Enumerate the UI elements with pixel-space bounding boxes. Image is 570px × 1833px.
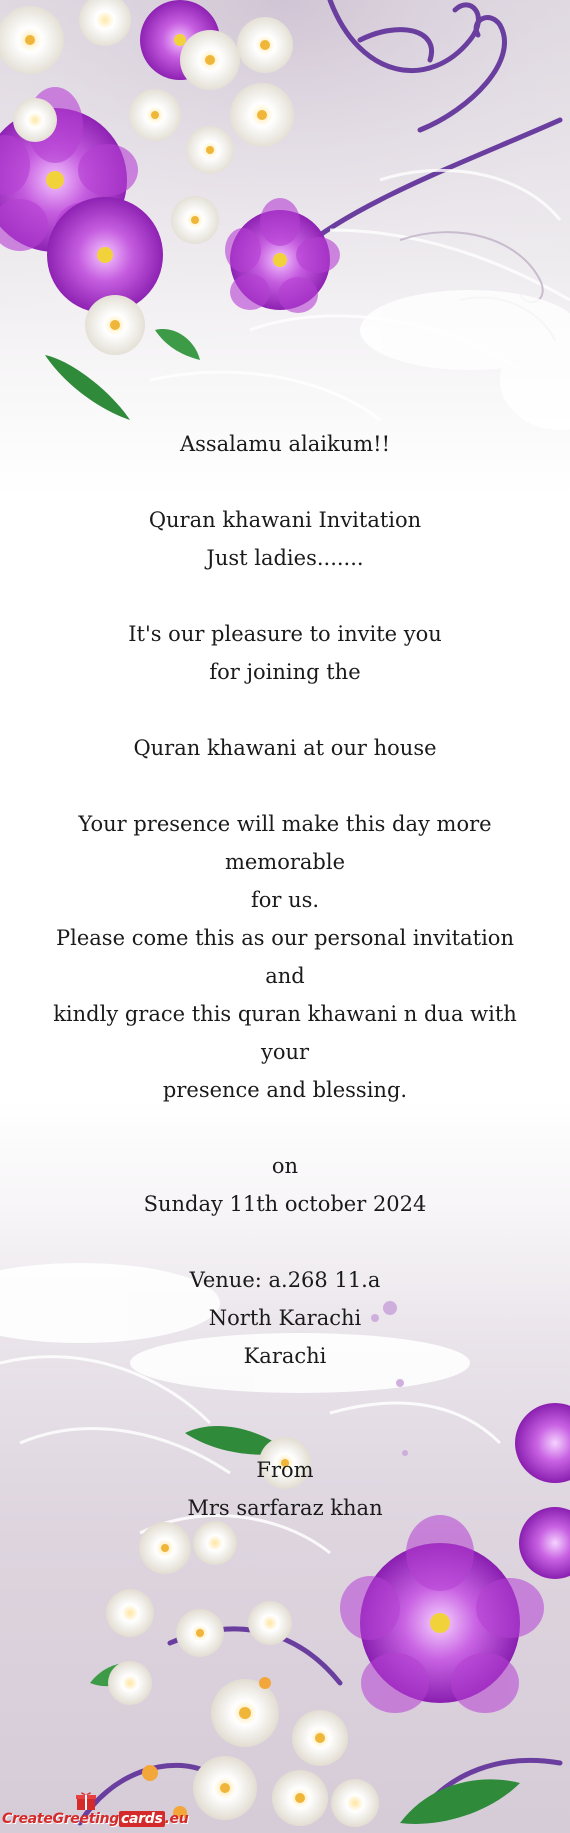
presence-line: Your presence will make this day more memorable xyxy=(78,812,492,874)
brand-part: .eu xyxy=(164,1811,189,1827)
invite-line: for joining the xyxy=(209,660,361,684)
brand-logo xyxy=(0,1793,189,1833)
brand-text xyxy=(2,1811,188,1827)
venue-line: Venue: a.268 11.a xyxy=(189,1268,381,1292)
on-label: on xyxy=(271,1154,299,1178)
top-floral-decoration xyxy=(0,0,570,470)
host-name: Mrs sarfaraz khan xyxy=(187,1496,383,1520)
invitation-title: Quran khawani Invitation xyxy=(148,508,422,532)
invite-line: It's our pleasure to invite you xyxy=(128,622,442,646)
venue-line: North Karachi xyxy=(208,1306,362,1330)
request-line: presence and blessing. xyxy=(162,1078,408,1102)
brand-part-highlight: cards xyxy=(120,1811,163,1827)
invitation-text xyxy=(35,425,535,1527)
event-date: Sunday 11th october 2024 xyxy=(143,1192,427,1216)
greeting: Assalamu alaikum!! xyxy=(179,432,391,456)
event-line: Quran khawani at our house xyxy=(133,736,437,760)
audience-line: Just ladies....... xyxy=(206,546,364,570)
gift-icon xyxy=(75,1791,97,1811)
venue-line: Karachi xyxy=(243,1344,327,1368)
request-line: kindly grace this quran khawani n dua with your xyxy=(53,1002,517,1064)
presence-line: for us. xyxy=(250,888,320,912)
request-line: Please come this as our personal invitation and xyxy=(56,926,514,988)
from-label: From xyxy=(256,1458,314,1482)
brand-part: CreateGreeting xyxy=(2,1811,119,1827)
